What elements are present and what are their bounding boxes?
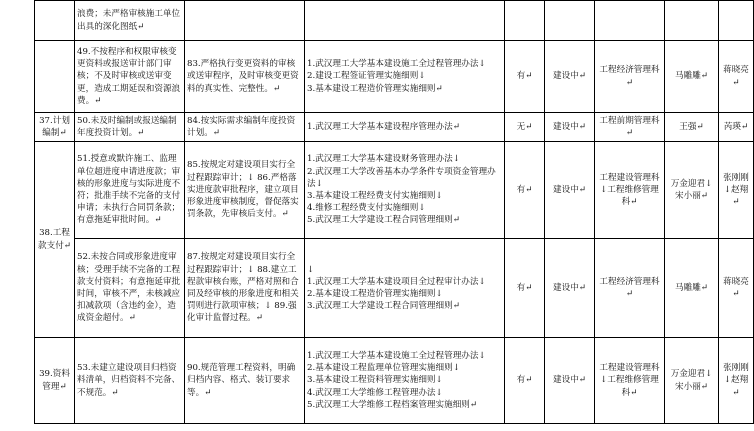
need-cell xyxy=(505,1,545,41)
category-cell xyxy=(35,41,75,113)
category-cell: 39.资料管理↵ xyxy=(35,338,75,424)
table-row xyxy=(35,113,754,142)
risk-cell: 49.不按程序和权限审核变更资料或报送审计部门审核；不及时审核或送审变更，造成工期延误和资源浪费。↵ xyxy=(75,41,185,113)
measure-cell: 85.按规定对建设项目实行全过程跟踪审计；↓ 86.严格落实进度款审批程序，建立项目形象进度审核制度，督促落实罚条款，先审核后支付。↵ xyxy=(185,142,305,239)
leader-cell: 张刚刚↓赵翔↵ xyxy=(719,142,754,239)
need-cell: 无↵ xyxy=(505,113,545,142)
dept-cell: 工程建设管理科↓工程维修管理科↵ xyxy=(595,142,665,239)
doc-item: 1.武汉理工大学基本建设程序管理办法↵ xyxy=(307,121,460,132)
doc-item: 3.基本建设工程经费支付实施细则↓ xyxy=(307,191,443,201)
need-cell: 有↵ xyxy=(505,239,545,338)
category-cell: 37.计划编制↵ xyxy=(35,113,75,142)
need-cell: 有↵ xyxy=(505,142,545,239)
resp-cell: 万金迎君↓宋小丽↵ xyxy=(665,142,719,239)
doc-item: 5.武汉理工大学建设工程合同管理细则↵ xyxy=(307,215,460,226)
doc-item: 1.武汉理工大学基本建设项目全过程审计办法↓ xyxy=(307,276,486,287)
doc-item: 1.武汉理工大学基本建设施工全过程管理办法↓ xyxy=(307,350,486,361)
doc-item: ↓ xyxy=(307,264,315,275)
doc-item: 3.基本建设工程资料管理实施细则↓ xyxy=(307,375,443,386)
resp-cell: 万金迎君↓宋小丽↵ xyxy=(665,338,719,424)
docs-cell xyxy=(305,1,505,41)
risk-cell: 51.授意或默许施工、监理单位超进度申请进度款；审核的形象进度与实际进度不符；批准手续不完备的支付申请；未执行合同罚条款；有意拖延审批时间。↵ xyxy=(75,142,185,239)
measure-cell: 90.规范管理工程资料，明确归档内容、格式、装订要求等。↵ xyxy=(185,338,305,424)
dept-cell: 工程经济管理科↵ xyxy=(595,239,665,338)
doc-item: 2.基本建设工程监理单位管理实施细则↓ xyxy=(307,363,460,374)
measure-cell: 84.按实际需求编制年度投资计划。↵ xyxy=(185,113,305,142)
doc-item: 2.建设工程签证管理实施细则↓ xyxy=(307,71,426,82)
doc-item: 2.基本建设工程造价管理实施细则↓ xyxy=(307,289,443,299)
resp-cell: 马雕雕↵ xyxy=(665,239,719,338)
leader-cell xyxy=(719,1,754,41)
doc-item: 1.武汉理工大学基本建设施工全过程管理办法↓ xyxy=(307,59,486,70)
table-row xyxy=(35,239,754,338)
risk-cell: 53.未建立建设项目归档资料清单，归档资料不完备、不规范。↵ xyxy=(75,338,185,424)
doc-item: 4.武汉理工大学维修工程管理办法↓ xyxy=(307,387,443,398)
measure-cell: 87.按规定对建设项目实行全过程跟踪审计；↓ 88.建立工程款审核台账，严格对照和合同及经审核的形象进度和相关罚则进行款项审核；↓ 89.强化审计监督过程。↵ xyxy=(185,239,305,338)
resp-cell: 马雕雕↵ xyxy=(665,41,719,113)
docs-cell xyxy=(305,41,505,113)
need-cell: 有↵ xyxy=(505,338,545,424)
doc-item: 4.维修工程经费支付实施细则↓ xyxy=(307,203,426,214)
dept-cell: 工程建设管理科↓工程维修管理科↵ xyxy=(595,338,665,424)
resp-cell: 王强↵ xyxy=(665,113,719,142)
measure-cell: 83.严格执行变更资料的审核或送审程序，及时审核变更资料的真实性、完整性。↵ xyxy=(185,41,305,113)
leader-cell: 蒋晓亮↵ xyxy=(719,239,754,338)
leader-cell: 蒋晓亮↵ xyxy=(719,41,754,113)
docs-cell xyxy=(305,142,505,239)
dept-cell: 工程经济管理科↵ xyxy=(595,41,665,113)
dept-cell xyxy=(595,1,665,41)
measure-cell xyxy=(185,1,305,41)
doc-item: 5.武汉理工大学维修工程档案管理实施细则↵ xyxy=(307,399,478,410)
leader-cell: 芮瑛↵ xyxy=(719,113,754,142)
category-cell xyxy=(35,1,75,41)
doc-item: 1.武汉理工大学基本建设财务管理办法↓ xyxy=(307,154,460,165)
table-row xyxy=(35,142,754,239)
risk-cell: 52.未按合同或形象进度审核；受理手续不完备的工程款支付资料；有意拖延审批时间，审核不严，未核减应扣减款项（含违约金），造成资金超付。↵ xyxy=(75,239,185,338)
docs-cell xyxy=(305,338,505,424)
lead-cell: 建设中↵ xyxy=(545,142,595,239)
category-cell: 38.工程款支付↵ xyxy=(35,142,75,338)
lead-cell: 建设中↵ xyxy=(545,113,595,142)
lead-cell: 建设中↵ xyxy=(545,41,595,113)
dept-cell: 工程前期管理科↵ xyxy=(595,113,665,142)
leader-cell: 张刚刚↓赵翔↵ xyxy=(719,338,754,424)
resp-cell xyxy=(665,1,719,41)
docs-cell xyxy=(305,113,505,142)
table-row xyxy=(35,41,754,113)
need-cell: 有↵ xyxy=(505,41,545,113)
risk-control-table xyxy=(34,0,754,424)
risk-cell: 浪费；未严格审核施工单位出具的深化图纸↵ xyxy=(75,1,185,41)
docs-cell xyxy=(305,239,505,338)
table-row xyxy=(35,338,754,424)
table-row xyxy=(35,1,754,41)
risk-cell: 50.未及时编制或报送编制年度投资计划。↵ xyxy=(75,113,185,142)
lead-cell: 建设中↵ xyxy=(545,338,595,424)
doc-item: 2.武汉理工大学改善基本办学条件专项资金管理办法↓ xyxy=(307,166,496,189)
doc-item: 3.基本建设工程造价管理实施细则↵ xyxy=(307,83,443,94)
lead-cell xyxy=(545,1,595,41)
lead-cell: 建设中↵ xyxy=(545,239,595,338)
doc-item: 3.武汉理工大学建设工程合同管理细则↵ xyxy=(307,301,460,312)
